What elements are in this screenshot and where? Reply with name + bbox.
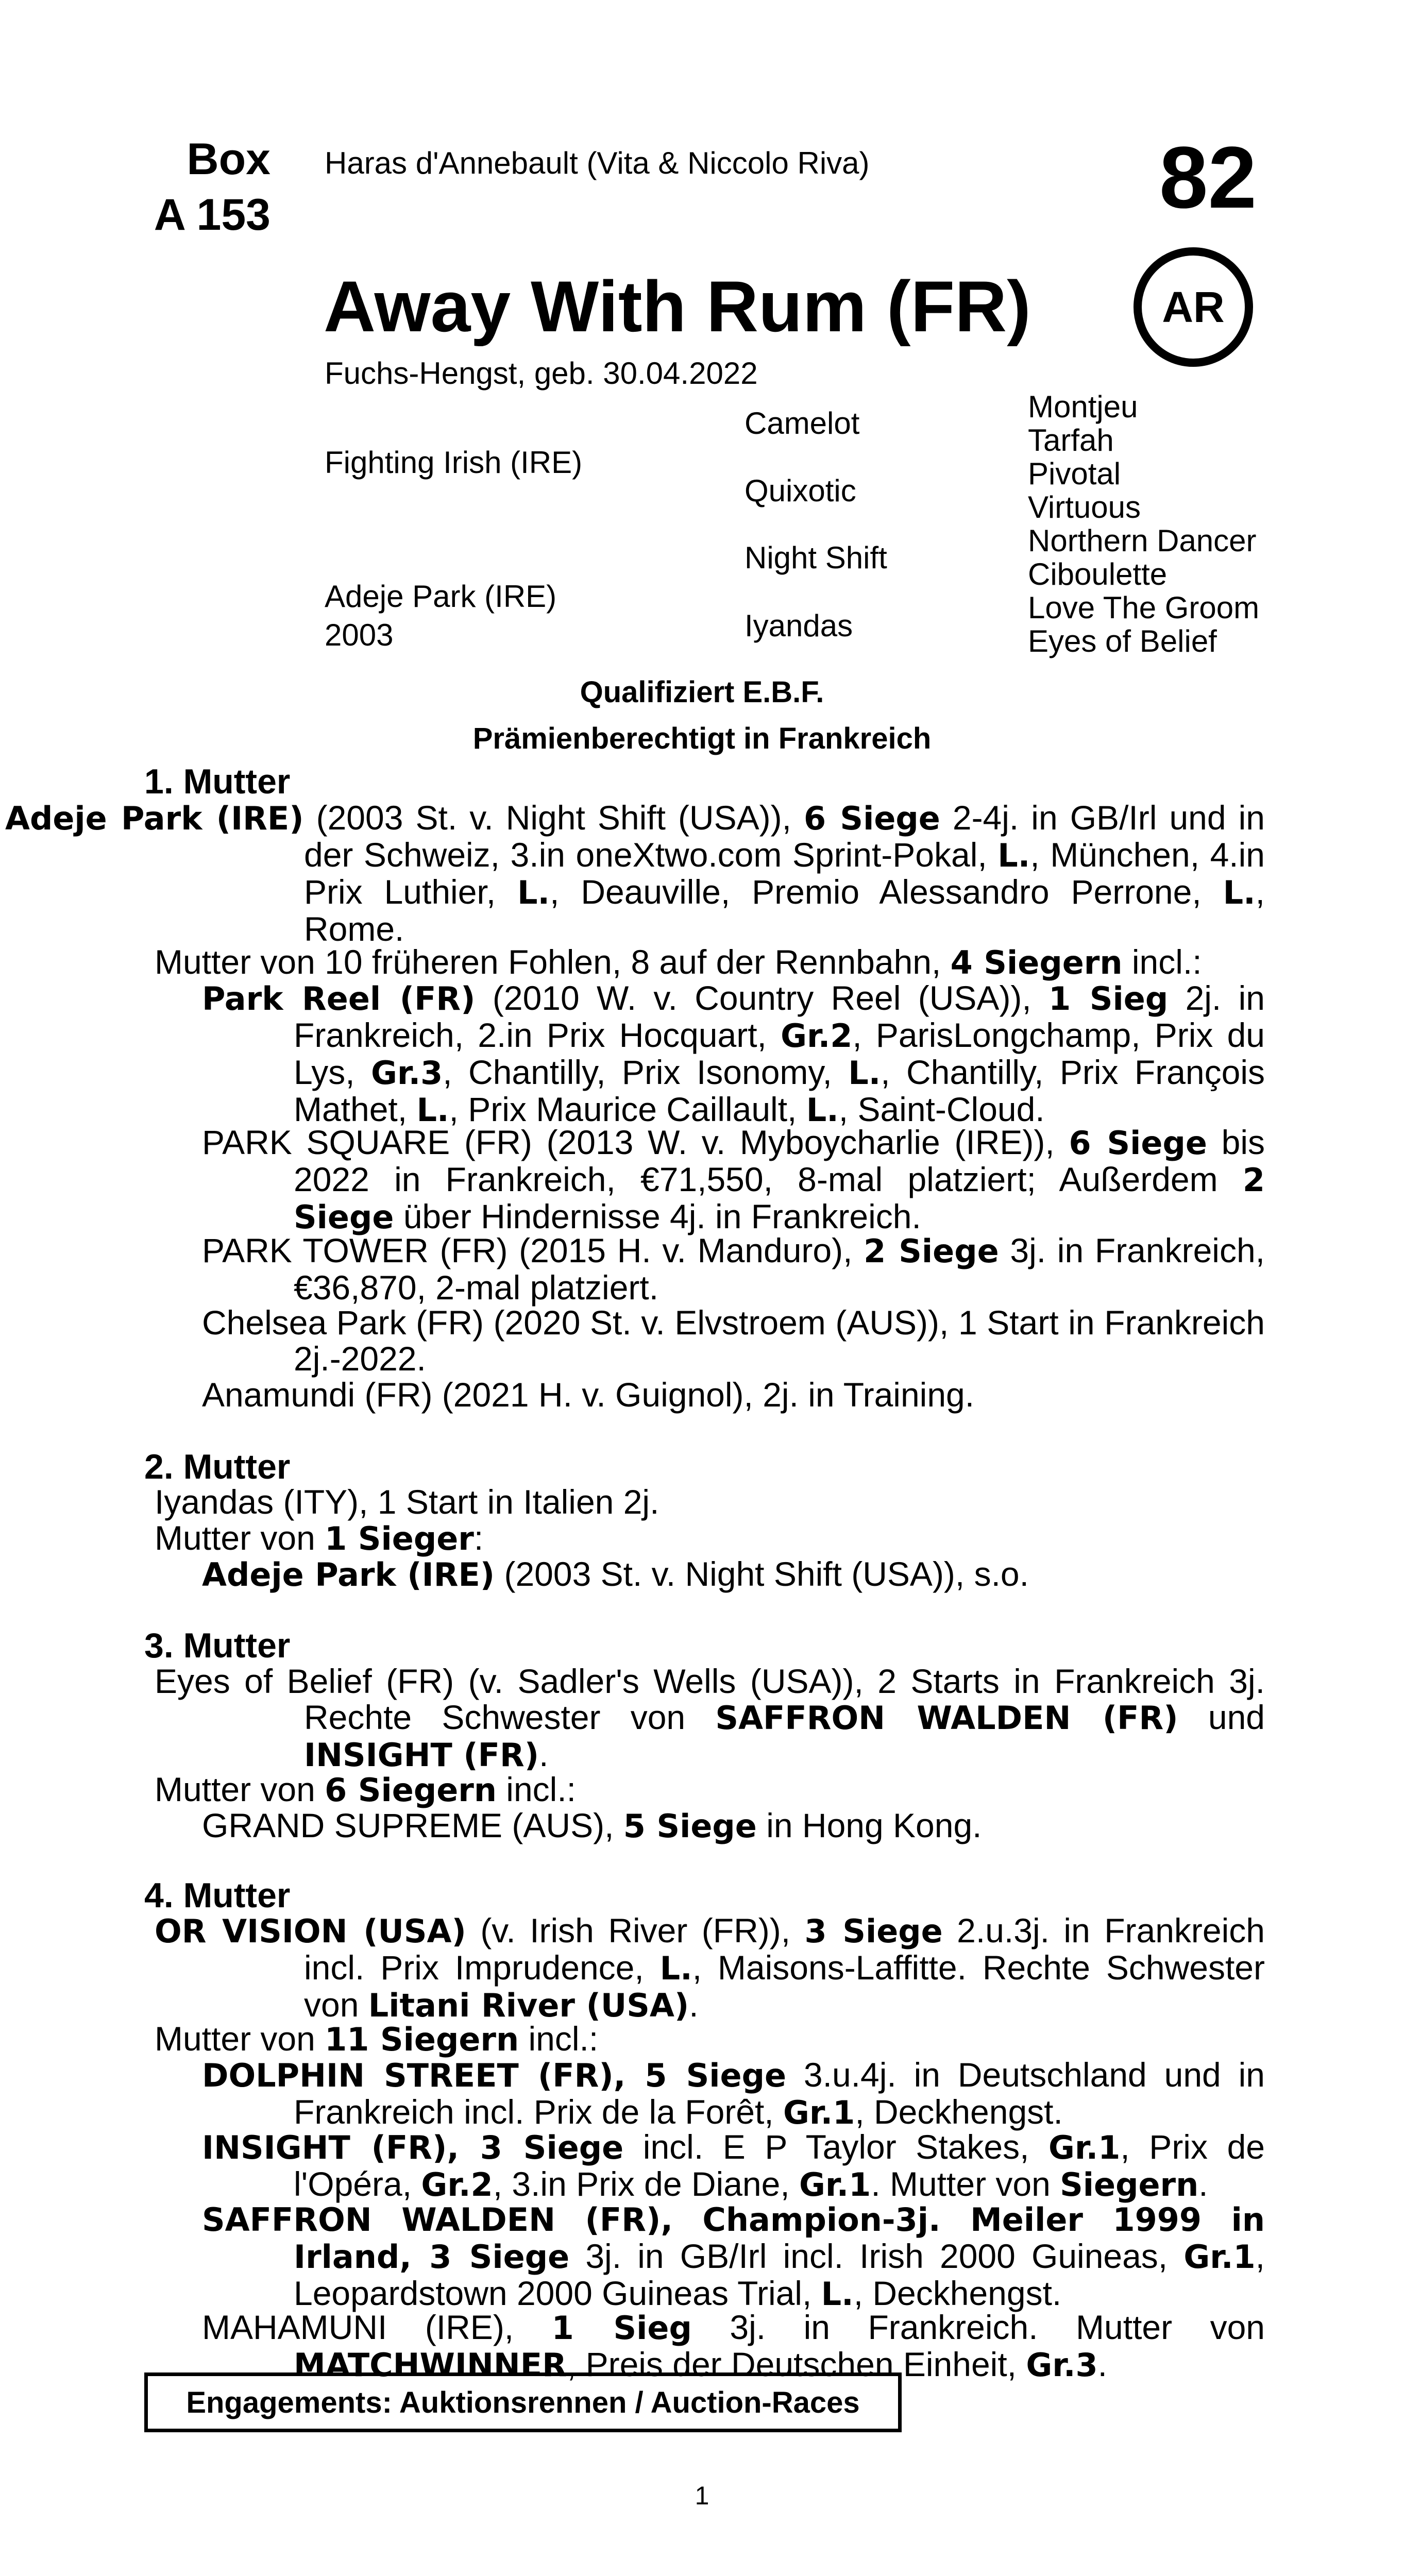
qualification-ebf: Qualifiziert E.B.F. xyxy=(580,675,824,709)
wins: 6 Siege xyxy=(1069,1124,1207,1162)
horse-name: Away With Rum (FR) xyxy=(324,266,1031,347)
text: Mutter von 10 früheren Fohlen, 8 auf der Rennbahn, xyxy=(155,943,951,981)
wins: 1 Sieg xyxy=(551,2309,692,2347)
group-badge: Gr.1 xyxy=(1183,2238,1256,2276)
wins: 6 Siege xyxy=(803,800,940,837)
fourth-dam-name: OR VISION (USA) xyxy=(155,1912,466,1950)
text: incl. E P Taylor Stakes, xyxy=(623,2128,1049,2166)
section-title-first-dam: 1. Mutter xyxy=(144,762,291,801)
text: . xyxy=(1198,2165,1208,2203)
offspring-saffron-walden xyxy=(202,2201,1265,2313)
offspring-text xyxy=(202,1124,1265,1235)
section-title-second-dam: 2. Mutter xyxy=(144,1447,291,1486)
lot-number: 82 xyxy=(1159,129,1257,227)
section-title-third-dam: 3. Mutter xyxy=(144,1626,291,1665)
text: 3j. in GB/Irl incl. Irish 2000 Guineas, xyxy=(569,2237,1184,2275)
first-dam-produce-summary xyxy=(155,944,1265,981)
text: , Chantilly, Prix François Mathet, xyxy=(294,1053,1265,1128)
offspring-name: MATCHWINNER xyxy=(294,2346,567,2384)
third-dam-produce-summary xyxy=(155,1771,576,1808)
text: . xyxy=(539,1735,549,1773)
pedigree-great-grandparent: Pivotal xyxy=(1028,456,1121,491)
text: 3j. in Frankreich. Mutter von xyxy=(691,2308,1265,2346)
text: 2-4j. in GB/Irl und in der Schweiz, 3.in oneXtwo.com Sprint-Pokal, xyxy=(304,799,1265,874)
wins: 3 Siege xyxy=(480,2129,624,2166)
winners: Siegern xyxy=(1060,2166,1199,2204)
pedigree-grandparent: Night Shift xyxy=(745,540,887,575)
text: incl.: xyxy=(1122,943,1202,981)
entry-text xyxy=(155,1662,1265,1774)
text: , ParisLongchamp, Prix du Lys, xyxy=(294,1016,1265,1091)
text: (v. Irish River (FR)), xyxy=(466,1911,805,1950)
text: (2003 St. v. Night Shift (USA)), xyxy=(303,799,804,837)
offspring-text xyxy=(202,2128,1265,2204)
text: , Leopardstown 2000 Guineas Trial, xyxy=(294,2237,1265,2312)
wins: 2 Siege xyxy=(864,1232,999,1270)
text: , Deckhengst. xyxy=(855,2093,1063,2131)
text: bis 2022 in Frankreich, €71,550, 8-mal platziert; Außerdem xyxy=(294,1123,1265,1198)
text: Mutter von xyxy=(155,1770,325,1808)
pedigree-grandparent: Quixotic xyxy=(745,473,856,508)
sibling-name: SAFFRON WALDEN (FR) xyxy=(715,1699,1178,1737)
pedigree-great-grandparent: Love The Groom xyxy=(1028,590,1260,625)
text: 3j. in Frankreich, €36,870, 2-mal platziert. xyxy=(294,1231,1265,1307)
pedigree-great-grandparent: Virtuous xyxy=(1028,490,1141,524)
offspring-park-square xyxy=(202,1123,1265,1236)
text: GRAND SUPREME (AUS), xyxy=(202,1806,623,1844)
text: MAHAMUNI (IRE), xyxy=(202,2308,552,2346)
text: (2003 St. v. Night Shift (USA)), s.o. xyxy=(495,1555,1029,1593)
text: , München, 4.in Prix Luthier, xyxy=(304,836,1265,911)
text: , Deckhengst. xyxy=(853,2274,1062,2312)
group-badge: Gr.3 xyxy=(370,1054,443,1092)
offspring-name: Park Reel (FR) xyxy=(202,980,476,1018)
group-badge: Gr.2 xyxy=(781,1017,853,1055)
winners: 4 Siegern xyxy=(950,944,1123,981)
group-badge: Gr.2 xyxy=(421,2166,493,2204)
pedigree-dam: Adeje Park (IRE) xyxy=(325,579,557,614)
offspring-text xyxy=(202,980,1265,1128)
wins: 3 Siege xyxy=(804,1912,943,1950)
text: . Mutter von xyxy=(871,2165,1060,2203)
text: , xyxy=(613,2057,645,2094)
text: incl.: xyxy=(496,1770,577,1808)
offspring-name: DOLPHIN STREET (FR) xyxy=(202,2057,614,2094)
group-badge: Gr.1 xyxy=(783,2094,855,2131)
offspring-park-reel xyxy=(202,979,1265,1129)
championship: Champion-3j. Meiler 1999 in Irland, 3 Siege xyxy=(294,2201,1265,2276)
pedigree-great-grandparent: Montjeu xyxy=(1028,389,1138,424)
text: PARK TOWER (FR) (2015 H. v. Manduro), xyxy=(202,1231,864,1269)
wins: 5 Siege xyxy=(623,1807,757,1845)
text: 2j. in Frankreich, 2.in Prix Hocquart, xyxy=(294,979,1265,1054)
listed-badge: L. xyxy=(1223,874,1256,911)
listed-badge: L. xyxy=(517,874,550,911)
second-dam-line: Iyandas (ITY), 1 Start in Italien 2j. xyxy=(155,1483,659,1521)
text: , Chantilly, Prix Isonomy, xyxy=(443,1053,849,1091)
text: , Preis der Deutschen Einheit, xyxy=(566,2345,1026,2383)
text: , 3.in Prix de Diane, xyxy=(493,2165,799,2203)
pedigree-great-grandparent: Ciboulette xyxy=(1028,557,1168,591)
fourth-dam-produce-summary xyxy=(155,2021,598,2058)
pedigree-sire: Fighting Irish (IRE) xyxy=(325,445,583,480)
text: , Deauville, Premio Alessandro Perrone, xyxy=(550,873,1223,911)
text: (2010 W. v. Country Reel (USA)), xyxy=(475,979,1049,1017)
horse-description: Fuchs-Hengst, geb. 30.04.2022 xyxy=(325,356,758,391)
offspring-name: Adeje Park (IRE) xyxy=(202,1556,495,1594)
text: und xyxy=(1178,1698,1265,1736)
text: 2.u.3j. in Frankreich incl. Prix Imprudence, xyxy=(304,1911,1265,1987)
wins: 2 Siege xyxy=(294,1161,1265,1236)
offspring-grand-supreme xyxy=(202,1807,982,1844)
first-dam-entry xyxy=(5,799,1265,948)
qualification-premium: Prämienberechtigt in Frankreich xyxy=(472,722,932,755)
text: , xyxy=(661,2201,703,2239)
offspring-text xyxy=(202,1232,1265,1306)
offspring-name: SAFFRON WALDEN (FR) xyxy=(202,2201,661,2239)
text: 3.u.4j. in Deutschland und in Frankreich incl. Prix de la Forêt, xyxy=(294,2056,1265,2131)
listed-badge: L. xyxy=(806,1091,839,1129)
offspring-anamundi: Anamundi (FR) (2021 H. v. Guignol), 2j. in Training. xyxy=(202,1376,975,1414)
text: incl.: xyxy=(519,2020,599,2058)
text: Eyes of Belief (FR) (v. Sadler's Wells (USA)), 2 Starts in Frankreich 3j. Rechte Schwester von xyxy=(155,1662,1265,1736)
offspring-insight xyxy=(202,2128,1265,2204)
engagements-box: Engagements: Auktionsrennen / Auction-Races xyxy=(144,2372,902,2432)
text: . xyxy=(1097,2345,1108,2383)
offspring-adeje-park xyxy=(202,1556,1029,1593)
winners: 11 Siegern xyxy=(325,2021,519,2058)
offspring-dolphin-street xyxy=(202,2056,1265,2131)
text: , Prix de l'Opéra, xyxy=(294,2128,1265,2203)
winners: 6 Siegern xyxy=(325,1771,497,1809)
text: Mutter von xyxy=(155,2020,325,2058)
group-badge: Gr.1 xyxy=(799,2166,871,2204)
text: PARK SQUARE (FR) (2013 W. v. Myboycharlie (IRE)), xyxy=(202,1123,1069,1161)
pedigree-great-grandparent: Tarfah xyxy=(1028,423,1114,457)
first-dam-name: Adeje Park (IRE) xyxy=(5,800,304,837)
group-badge: Gr.3 xyxy=(1026,2346,1098,2384)
listed-badge: L. xyxy=(659,1950,692,1987)
text: , xyxy=(447,2129,480,2166)
listed-badge: L. xyxy=(997,837,1030,874)
text: . xyxy=(689,1986,699,2024)
wins: 1 Sieg xyxy=(1048,980,1169,1018)
winners: 1 Sieger xyxy=(325,1520,474,1557)
text: Mutter von xyxy=(155,1519,325,1557)
offspring-text xyxy=(202,2201,1265,2313)
text: in Hong Kong. xyxy=(756,1806,982,1844)
offspring-text xyxy=(202,2056,1265,2131)
offspring-text: Chelsea Park (FR) (2020 St. v. Elvstroem (AUS)), 1 Start in Frankreich 2j.-2022. xyxy=(202,1303,1265,1378)
section-title-fourth-dam: 4. Mutter xyxy=(144,1876,291,1915)
text: über Hindernisse 4j. in Frankreich. xyxy=(394,1197,921,1235)
pedigree-grandparent: Iyandas xyxy=(745,608,853,643)
initials-badge: AR xyxy=(1134,247,1253,367)
text: , Rome. xyxy=(304,873,1265,948)
pedigree-dam-year: 2003 xyxy=(325,618,394,652)
second-dam-produce-summary xyxy=(155,1520,483,1557)
listed-badge: L. xyxy=(848,1054,881,1092)
text: , Saint-Cloud. xyxy=(838,1090,1045,1128)
group-badge: Gr.1 xyxy=(1048,2129,1121,2166)
offspring-chelsea-park xyxy=(202,1303,1265,1378)
offspring-park-tower xyxy=(202,1231,1265,1307)
sibling-name: Litani River (USA) xyxy=(368,1987,689,2024)
text: : xyxy=(473,1519,484,1557)
sibling-name: INSIGHT (FR) xyxy=(304,1736,539,1774)
entry-text xyxy=(155,1911,1265,2024)
listed-badge: L. xyxy=(416,1091,449,1129)
page-number: 1 xyxy=(695,2481,709,2510)
offspring-name: INSIGHT (FR) xyxy=(202,2129,447,2166)
box-label: Box xyxy=(187,134,270,184)
pedigree-great-grandparent: Northern Dancer xyxy=(1028,523,1257,558)
pedigree-great-grandparent: Eyes of Belief xyxy=(1028,624,1217,658)
pedigree-grandparent: Camelot xyxy=(745,406,860,440)
text: , Maisons-Laffitte. Rechte Schwester von xyxy=(304,1948,1265,2024)
text: , Prix Maurice Caillault, xyxy=(449,1090,806,1128)
owner: Haras d'Annebault (Vita & Niccolo Riva) xyxy=(325,146,870,180)
box-number: A 153 xyxy=(154,190,270,240)
fourth-dam-entry xyxy=(155,1911,1265,2024)
listed-badge: L. xyxy=(821,2275,854,2313)
wins: 5 Siege xyxy=(645,2057,787,2094)
third-dam-entry xyxy=(155,1662,1265,1774)
